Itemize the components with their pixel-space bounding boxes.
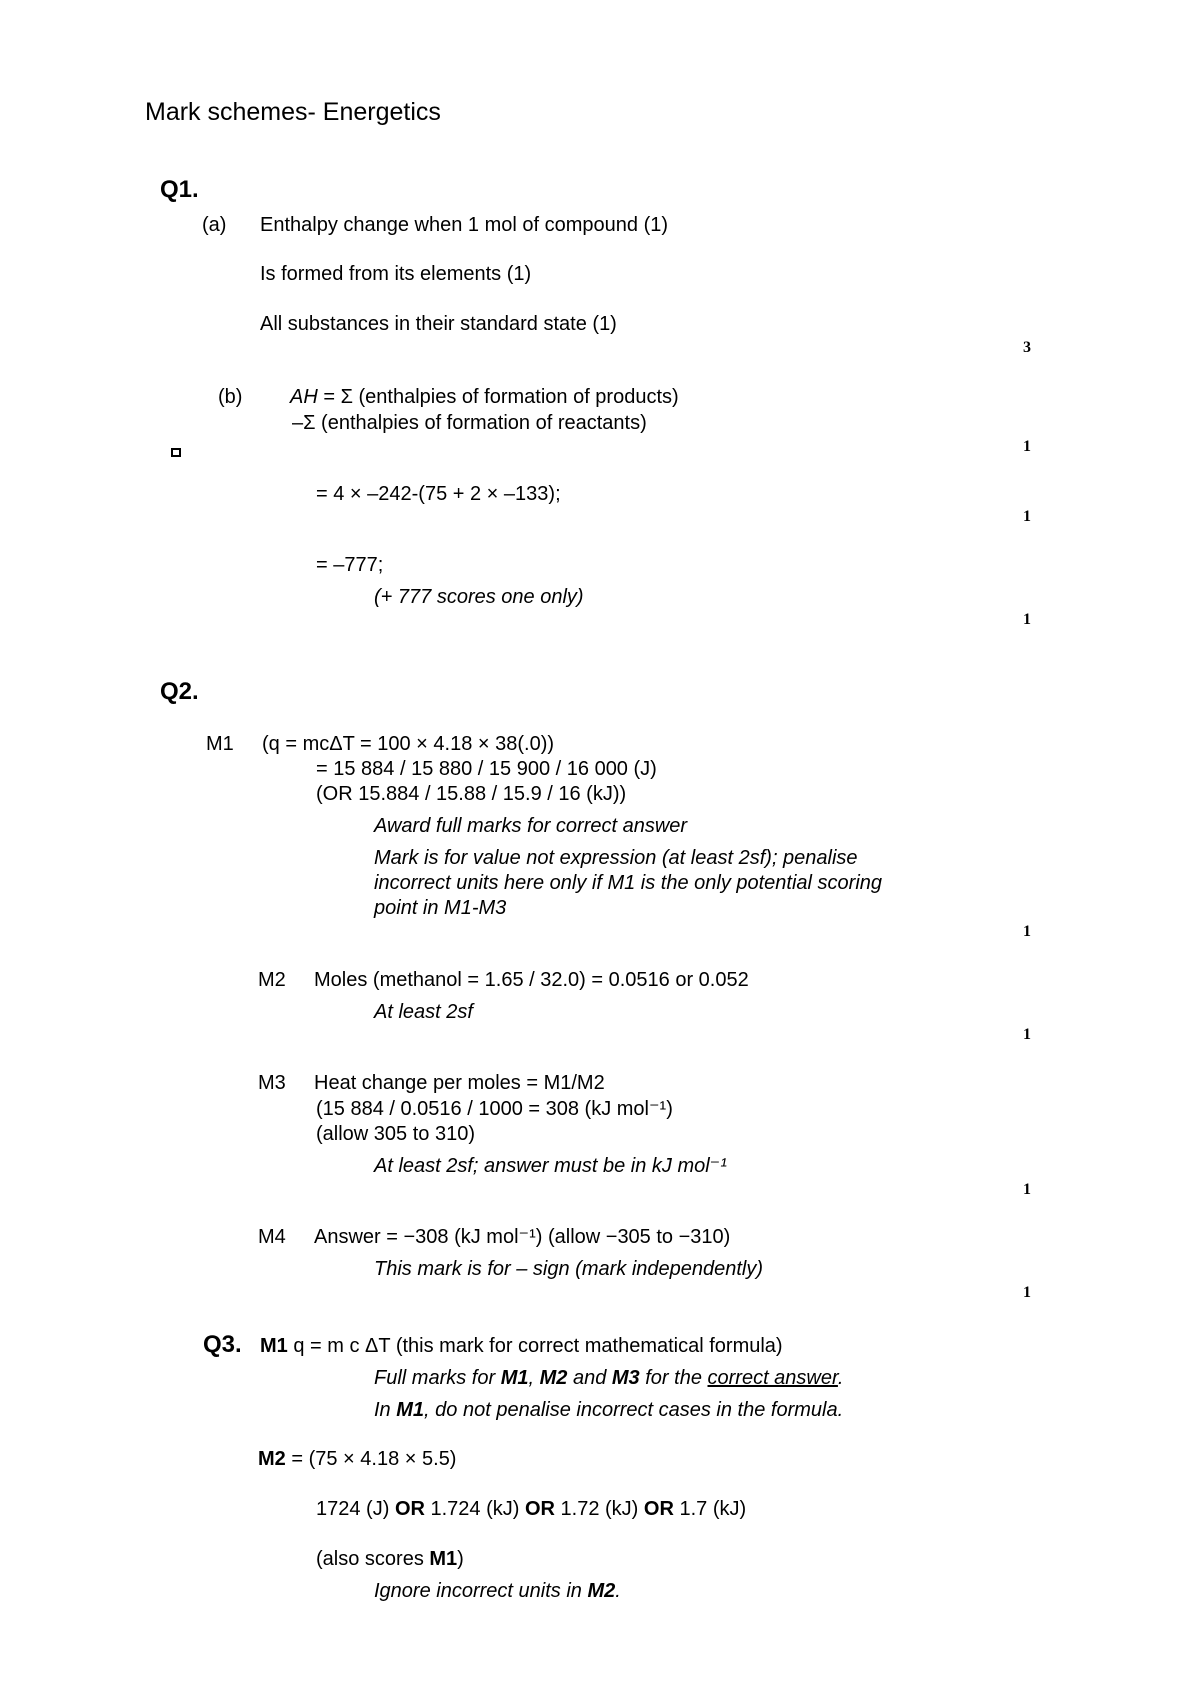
q2-m2-note: At least 2sf xyxy=(374,1001,473,1023)
checkbox-icon xyxy=(171,448,181,457)
q3-or-2: OR xyxy=(524,1498,555,1520)
q3-heading: Q3. xyxy=(203,1331,242,1358)
q3-note-2-text-a: In xyxy=(374,1399,397,1421)
q2-m3-label: M3 xyxy=(258,1072,286,1094)
q2-m1-note-3: incorrect units here only if M1 is the only potential scoring xyxy=(374,872,883,894)
q2-m3-line-1: Heat change per moles = M1/M2 xyxy=(314,1072,605,1094)
q2-m3-line-3: (allow 305 to 310) xyxy=(316,1123,475,1145)
q2-m1-line-3: (OR 15.884 / 15.88 / 15.9 / 16 (kJ)) xyxy=(316,783,627,805)
q1b-equation-rest: = Σ (enthalpies of formation of products) xyxy=(317,386,679,408)
q3-ignore-note xyxy=(374,1579,621,1603)
q2-m2-line: Moles (methanol = 1.65 / 32.0) = 0.0516 or 0.052 xyxy=(314,969,749,991)
q2-m2-label: M2 xyxy=(258,969,286,991)
q2-heading: Q2. xyxy=(160,678,199,705)
q1a-line-1: Enthalpy change when 1 mol of compound (1) xyxy=(260,214,669,236)
q3-answer-1: 1724 (J) xyxy=(316,1498,395,1520)
q3-note-2-text-b: , do not penalise incorrect cases in the formula. xyxy=(424,1399,844,1421)
q3-note-1-m2: M2 xyxy=(539,1367,568,1389)
q3-note-1-text-b: , xyxy=(528,1367,540,1389)
q3-note-1-m3: M3 xyxy=(611,1367,640,1389)
q3-note-2-m1: M1 xyxy=(396,1399,425,1421)
q1a-label: (a) xyxy=(202,214,227,236)
q1b-equation xyxy=(290,385,679,409)
q1b-label: (b) xyxy=(218,386,243,408)
q2-m2-marks: 1 xyxy=(1023,1026,1031,1043)
q1b-calculation: = 4 × –242-(75 + 2 × –133); xyxy=(316,483,561,505)
q3-or-3: OR xyxy=(643,1498,674,1520)
q3-ignore-m2: M2 xyxy=(587,1580,616,1602)
q1b-result: = –777; xyxy=(316,554,384,576)
q1b-marks-1: 1 xyxy=(1023,438,1031,455)
q2-m1-marks: 1 xyxy=(1023,923,1031,940)
q3-ignore-text-b: . xyxy=(615,1580,621,1602)
q3-or-1: OR xyxy=(394,1498,425,1520)
q2-m1-label: M1 xyxy=(206,733,234,755)
q3-note-2 xyxy=(374,1398,843,1422)
q1a-marks: 3 xyxy=(1023,339,1031,356)
q2-m1-note-1: Award full marks for correct answer xyxy=(374,815,688,837)
q3-m1-text: q = m c ΔT (this mark for correct mathematical formula) xyxy=(287,1335,783,1357)
q3-m2-line xyxy=(258,1447,456,1471)
q3-note-1-text-c: and xyxy=(567,1367,612,1389)
q1-heading: Q1. xyxy=(160,176,199,203)
q3-answers xyxy=(316,1497,746,1521)
q1b-note: (+ 777 scores one only) xyxy=(374,586,584,608)
q2-m3-marks: 1 xyxy=(1023,1181,1031,1198)
q3-answer-2: 1.724 (kJ) xyxy=(424,1498,525,1520)
q3-m1-label: M1 xyxy=(260,1335,288,1357)
q3-answer-4: 1.7 (kJ) xyxy=(673,1498,747,1520)
q3-note-1-text-d: for the xyxy=(639,1367,708,1389)
q3-answer-3: 1.72 (kJ) xyxy=(554,1498,644,1520)
q3-also-scores xyxy=(316,1547,464,1571)
q3-m2-label: M2 xyxy=(258,1448,286,1470)
q1b-equation-line-2: –Σ (enthalpies of formation of reactants) xyxy=(292,412,647,434)
q3-note-1-text-e: . xyxy=(837,1367,844,1389)
q2-m4-label: M4 xyxy=(258,1226,286,1248)
q3-also-text-b: ) xyxy=(457,1548,464,1570)
q1a-line-3: All substances in their standard state (1) xyxy=(260,313,617,335)
q2-m4-note: This mark is for – sign (mark independently) xyxy=(374,1258,764,1280)
q3-m1-line xyxy=(260,1334,783,1358)
q2-m3-line-2: (15 884 / 0.0516 / 1000 = 308 (kJ mol⁻¹) xyxy=(316,1098,673,1120)
q2-m1-note-2: Mark is for value not expression (at least 2sf); penalise xyxy=(374,847,858,869)
q2-m4-line: Answer = −308 (kJ mol⁻¹) (allow −305 to −310) xyxy=(314,1226,731,1248)
q1b-marks-2: 1 xyxy=(1023,508,1031,525)
q3-note-1 xyxy=(374,1366,843,1390)
q3-note-1-m1: M1 xyxy=(500,1367,529,1389)
q3-also-text-a: (also scores xyxy=(316,1548,430,1570)
q2-m1-line-1: (q = mcΔT = 100 × 4.18 × 38(.0)) xyxy=(262,733,555,755)
q3-m2-text: = (75 × 4.18 × 5.5) xyxy=(285,1448,457,1470)
q2-m1-line-2: = 15 884 / 15 880 / 15 900 / 16 000 (J) xyxy=(316,758,657,780)
q3-note-1-underlined: correct answer xyxy=(707,1367,838,1389)
q1b-marks-3: 1 xyxy=(1023,611,1031,628)
q3-note-1-text-a: Full marks for xyxy=(374,1367,501,1389)
q1a-line-2: Is formed from its elements (1) xyxy=(260,263,532,285)
q2-m3-note: At least 2sf; answer must be in kJ mol⁻¹ xyxy=(374,1155,727,1177)
q2-m4-marks: 1 xyxy=(1023,1284,1031,1301)
q3-ignore-text-a: Ignore incorrect units in xyxy=(374,1580,588,1602)
q3-also-m1: M1 xyxy=(429,1548,458,1570)
q2-m1-note-4: point in M1-M3 xyxy=(374,897,507,919)
page-title: Mark schemes- Energetics xyxy=(145,98,441,126)
q1b-equation-symbol: AH xyxy=(290,386,318,408)
